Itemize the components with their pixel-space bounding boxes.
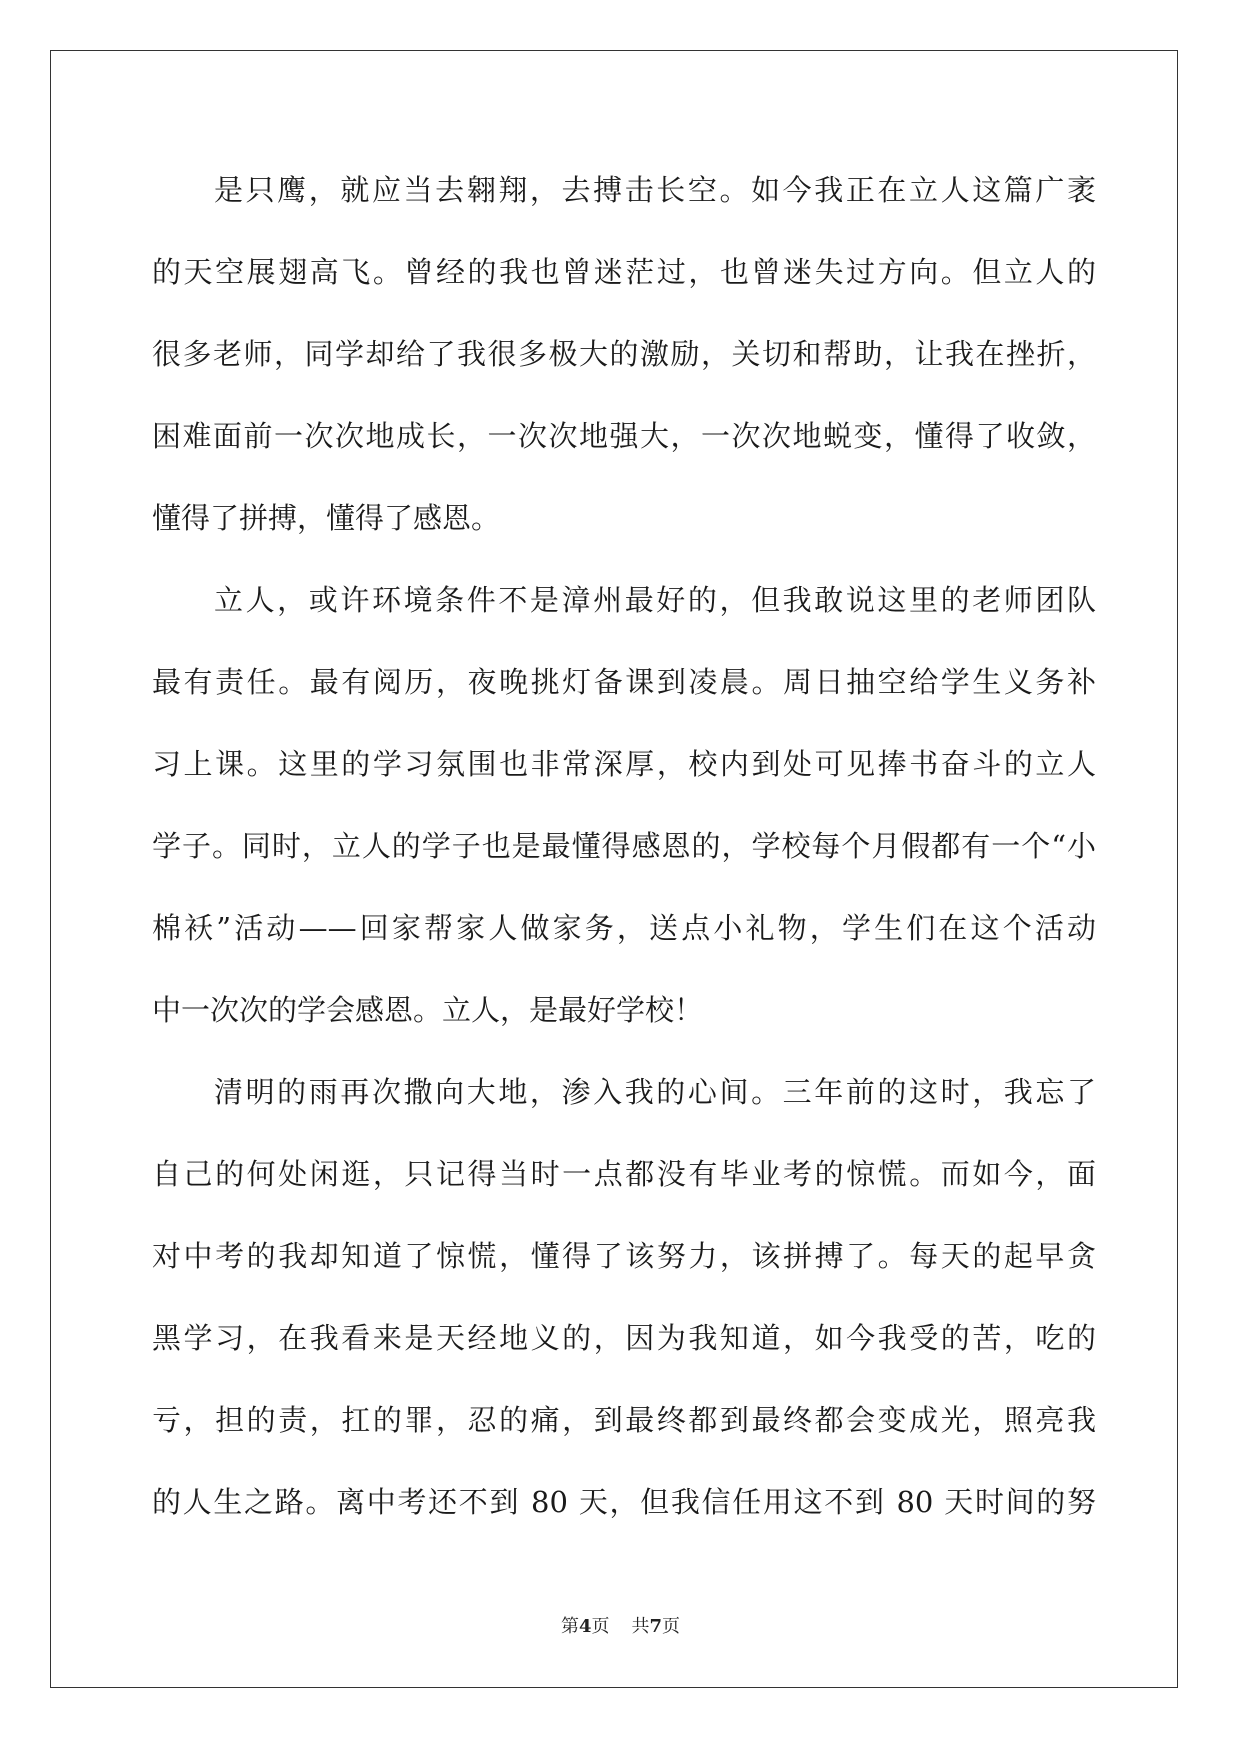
text-line: 学子。同时，立人的学子也是最懂得感恩的，学校每个月假都有一个“小 [152, 829, 1096, 863]
text-line: 最有责任。最有阅历，夜晚挑灯备课到凌晨。周日抽空给学生义务补 [152, 665, 1096, 699]
text-line: 自己的何处闲逛，只记得当时一点都没有毕业考的惊慌。而如今，面 [152, 1157, 1096, 1191]
footer-total-suffix: 页 [662, 1616, 681, 1637]
current-page-number: 4 [578, 1616, 592, 1637]
text-line: 亏，担的责，扛的罪，忍的痛，到最终都到最终都会变成光，照亮我 [152, 1403, 1096, 1437]
footer-prefix: 第 [560, 1616, 579, 1637]
total-page-number: 7 [649, 1616, 663, 1637]
text-line: 中一次次的学会感恩。立人，是最好学校！ [152, 993, 704, 1027]
footer-total-prefix: 共 [631, 1616, 650, 1637]
document-body [152, 160, 1096, 1554]
text-line: 清明的雨再次撒向大地，渗入我的心间。三年前的这时，我忘了 [214, 1075, 1096, 1109]
text-line: 立人，或许环境条件不是漳州最好的，但我敢说这里的老师团队 [214, 583, 1096, 617]
text-line: 的天空展翅高飞。曾经的我也曾迷茫过，也曾迷失过方向。但立人的 [152, 255, 1096, 289]
text-line: 困难面前一次次地成长，一次次地强大，一次次地蜕变，懂得了收敛， [152, 419, 1096, 453]
text-line: 习上课。这里的学习氛围也非常深厚，校内到处可见捧书奋斗的立人 [152, 747, 1096, 781]
page-footer [0, 1612, 1241, 1638]
text-line: 是只鹰，就应当去翱翔，去搏击长空。如今我正在立人这篇广袤 [214, 173, 1096, 207]
text-line: 棉袄”活动——回家帮家人做家务，送点小礼物，学生们在这个活动 [152, 911, 1096, 945]
text-line: 懂得了拼搏，懂得了感恩。 [152, 501, 501, 535]
footer-page-word: 页 [591, 1616, 610, 1637]
text-line: 的人生之路。离中考还不到 80 天，但我信任用这不到 80 天时间的努 [152, 1485, 1096, 1519]
text-line: 黑学习，在我看来是天经地义的，因为我知道，如今我受的苦，吃的 [152, 1321, 1096, 1355]
text-line: 对中考的我却知道了惊慌，懂得了该努力，该拼搏了。每天的起早贪 [152, 1239, 1096, 1273]
text-line: 很多老师，同学却给了我很多极大的激励，关切和帮助，让我在挫折， [152, 337, 1096, 371]
